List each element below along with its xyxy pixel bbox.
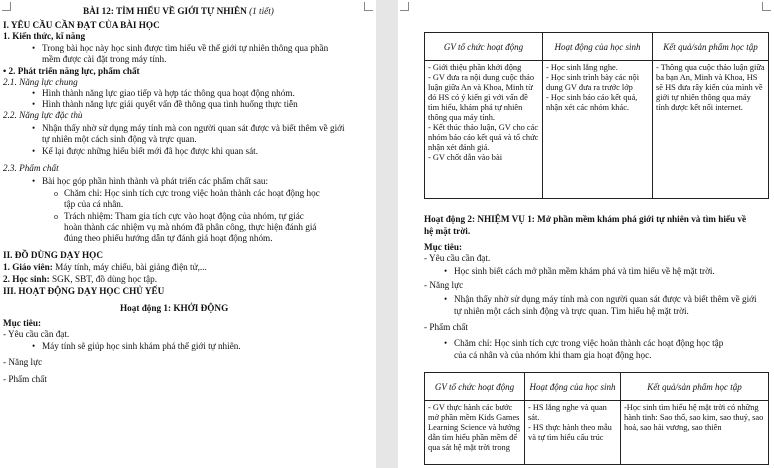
list-item: • Nhận thấy nhờ sử dụng máy tính mà con người quan sát được và biết thêm về giới	[454, 294, 757, 305]
table-cell: - Thông qua cuộc thảo luận giữa ba bạn An, Minh và Khoa, HS sẽ HS đưa rây kiến của mình về giới tự nhiên thông qua máy tính được kết nối internet.	[653, 61, 769, 199]
list-item: • Máy tính sẽ giúp học sinh khám phá thế giới tự nhiên.	[42, 341, 241, 352]
list-item: o Trách nhiệm: Tham gia tích cực vào hoạt động của nhóm, tự giác	[64, 211, 304, 222]
document-page-right	[398, 0, 774, 468]
section-heading: I. YÊU CẦU CẦN ĐẠT CỦA BÀI HỌC	[3, 20, 160, 30]
list-item: • Học sinh biết cách mở phần mềm khám phá và tìm hiểu về hệ mặt trời.	[454, 266, 715, 277]
list-item: - Năng lực	[3, 357, 43, 367]
list-item: tập của cá nhân.	[64, 199, 124, 209]
subsection-heading: 2.3. Phẩm chất	[3, 163, 59, 173]
table-cell: - GV thực hành các bước mở phần mềm Kids Games Learning Science và hướng dẫn tìm hiểu phần mềm để qua sát hệ mặt trời trong	[425, 401, 525, 465]
list-item: • Trong bài học này học sinh được tìm hiểu về thế giới tự nhiên thông qua phần	[42, 43, 328, 54]
list-item: • Hình thành năng lực giải quyết vấn đề thông qua tình huống thực tiễn	[42, 99, 298, 110]
list-item: đúng theo phiếu hướng dẫn tự đánh giá hoạt động nhóm.	[64, 233, 273, 243]
table-cell: - Học sinh lắng nghe. - Học sinh trình bày các nội dung GV đưa ra trước lớp - Học sinh báo cáo kết quả, nhận xét các nhóm khác.	[543, 61, 653, 199]
crop-mark	[364, 2, 373, 11]
crop-mark	[762, 2, 771, 11]
list-item: - Phẩm chất	[3, 374, 47, 384]
list-item: mềm được cài đặt trong máy tính.	[42, 54, 167, 64]
list-item: - Yêu cầu cần đạt.	[424, 253, 491, 263]
list-item: tự nhiên một cách sinh động và trực quan.	[42, 134, 197, 144]
activity-table	[424, 32, 769, 199]
list-item: • Bài học góp phần hình thành và phát triển các phẩm chất sau:	[42, 176, 268, 187]
lesson-title: BÀI 12: TÌM HIỂU VỀ GIỚI TỰ NHIÊN (1 tiết)	[83, 6, 274, 16]
list-item: o Chăm chỉ: Học sinh tích cực trong việc hoàn thành các hoạt động học	[64, 188, 320, 199]
crop-mark	[2, 2, 11, 11]
table-cell: - Giới thiệu phần khởi động - GV đưa ra nội dung cuộc thảo luận giữa An và Khoa, Minh từ đó HS có ý kiến gì với vấn đề tìm hiểu, khám phá tự nhiên thông qua máy tính. - Kết thúc thảo luận, GV cho các nhóm báo cáo kết quả và tổ chức nhận xét đánh giá. - GV chốt dẫn vào bài	[425, 61, 543, 199]
table-header: Hoạt động của học sinh	[543, 33, 653, 61]
list-item: - Năng lực	[424, 280, 464, 290]
label: Mục tiêu:	[424, 242, 463, 252]
section-heading: 1. Kiến thức, kĩ năng	[3, 31, 86, 41]
activity-table	[424, 372, 769, 465]
table-header: Hoạt động của học sinh	[525, 373, 621, 401]
crop-mark	[400, 2, 409, 11]
list-item: 1. Giáo viên: Máy tính, máy chiếu, bài giảng điện tử,...	[3, 262, 207, 272]
table-header: Kết quả/sản phẩm học tập	[621, 373, 769, 401]
page-gap	[376, 0, 398, 468]
table-header: Kết quả/sản phẩm học tập	[653, 33, 769, 61]
list-item: của cá nhân và của nhóm khi tham gia hoạt động học.	[454, 350, 652, 360]
section-heading: III. HOẠT ĐỘNG DẠY HỌC CHỦ YẾU	[3, 286, 165, 296]
table-cell: - HS lắng nghe và quan sát. - HS thực hành theo mẫu và tự tìm hiểu cấu trúc	[525, 401, 621, 465]
list-item: hoàn thành các nhiệm vụ mà nhóm đã phân công, thực hiện đánh giá	[64, 222, 317, 232]
list-item: - Yêu cầu cần đạt.	[3, 329, 70, 339]
label: Mục tiêu:	[3, 318, 42, 328]
section-heading: II. ĐỒ DÙNG DẠY HỌC	[3, 250, 103, 260]
list-item: • Nhận thấy nhờ sử dụng máy tính mà con người quan sát được và biết thêm về giới	[42, 123, 345, 134]
list-item: • Chăm chỉ: Học sinh tích cực trong việc hoàn thành các hoạt động học tập	[454, 338, 723, 349]
activity-heading: hệ mặt trời.	[424, 226, 471, 236]
table-header: GV tổ chức hoạt động	[425, 373, 525, 401]
table-cell: -Học sinh tìm hiểu hệ mặt trời có những hành tinh: Sao thổ, sao kim, sao thuỷ, sao hoả, sao hải vương, sao thiên	[621, 401, 769, 465]
section-heading: • 2. Phát triển năng lực, phẩm chất	[3, 66, 140, 76]
list-item: • Kể lại được những hiểu biết mới đã học được khi quan sát.	[42, 146, 258, 157]
document-page-left	[0, 0, 376, 468]
list-item: - Phẩm chất	[424, 322, 468, 332]
table-header: GV tổ chức hoạt động	[425, 33, 543, 61]
list-item: tự nhiên một cách sinh động và trực quan. Tìm hiểu hệ mặt trời.	[454, 306, 689, 316]
subsection-heading: 2.1. Năng lực chung	[3, 77, 78, 87]
list-item: • Hình thành năng lực giao tiếp và hợp tác thông qua hoạt động nhóm.	[42, 88, 295, 99]
activity-heading: Hoạt động 2: NHIỆM VỤ 1: Mở phần mềm khám phá giới tự nhiên và tìm hiểu về	[424, 214, 747, 224]
subsection-heading: 2.2. Năng lực đặc thù	[3, 110, 83, 120]
list-item: 2. Học sinh: SGK, SBT, đồ dùng học tập.	[3, 274, 157, 284]
activity-heading: Hoạt động 1: KHỞI ĐỘNG	[120, 303, 229, 313]
